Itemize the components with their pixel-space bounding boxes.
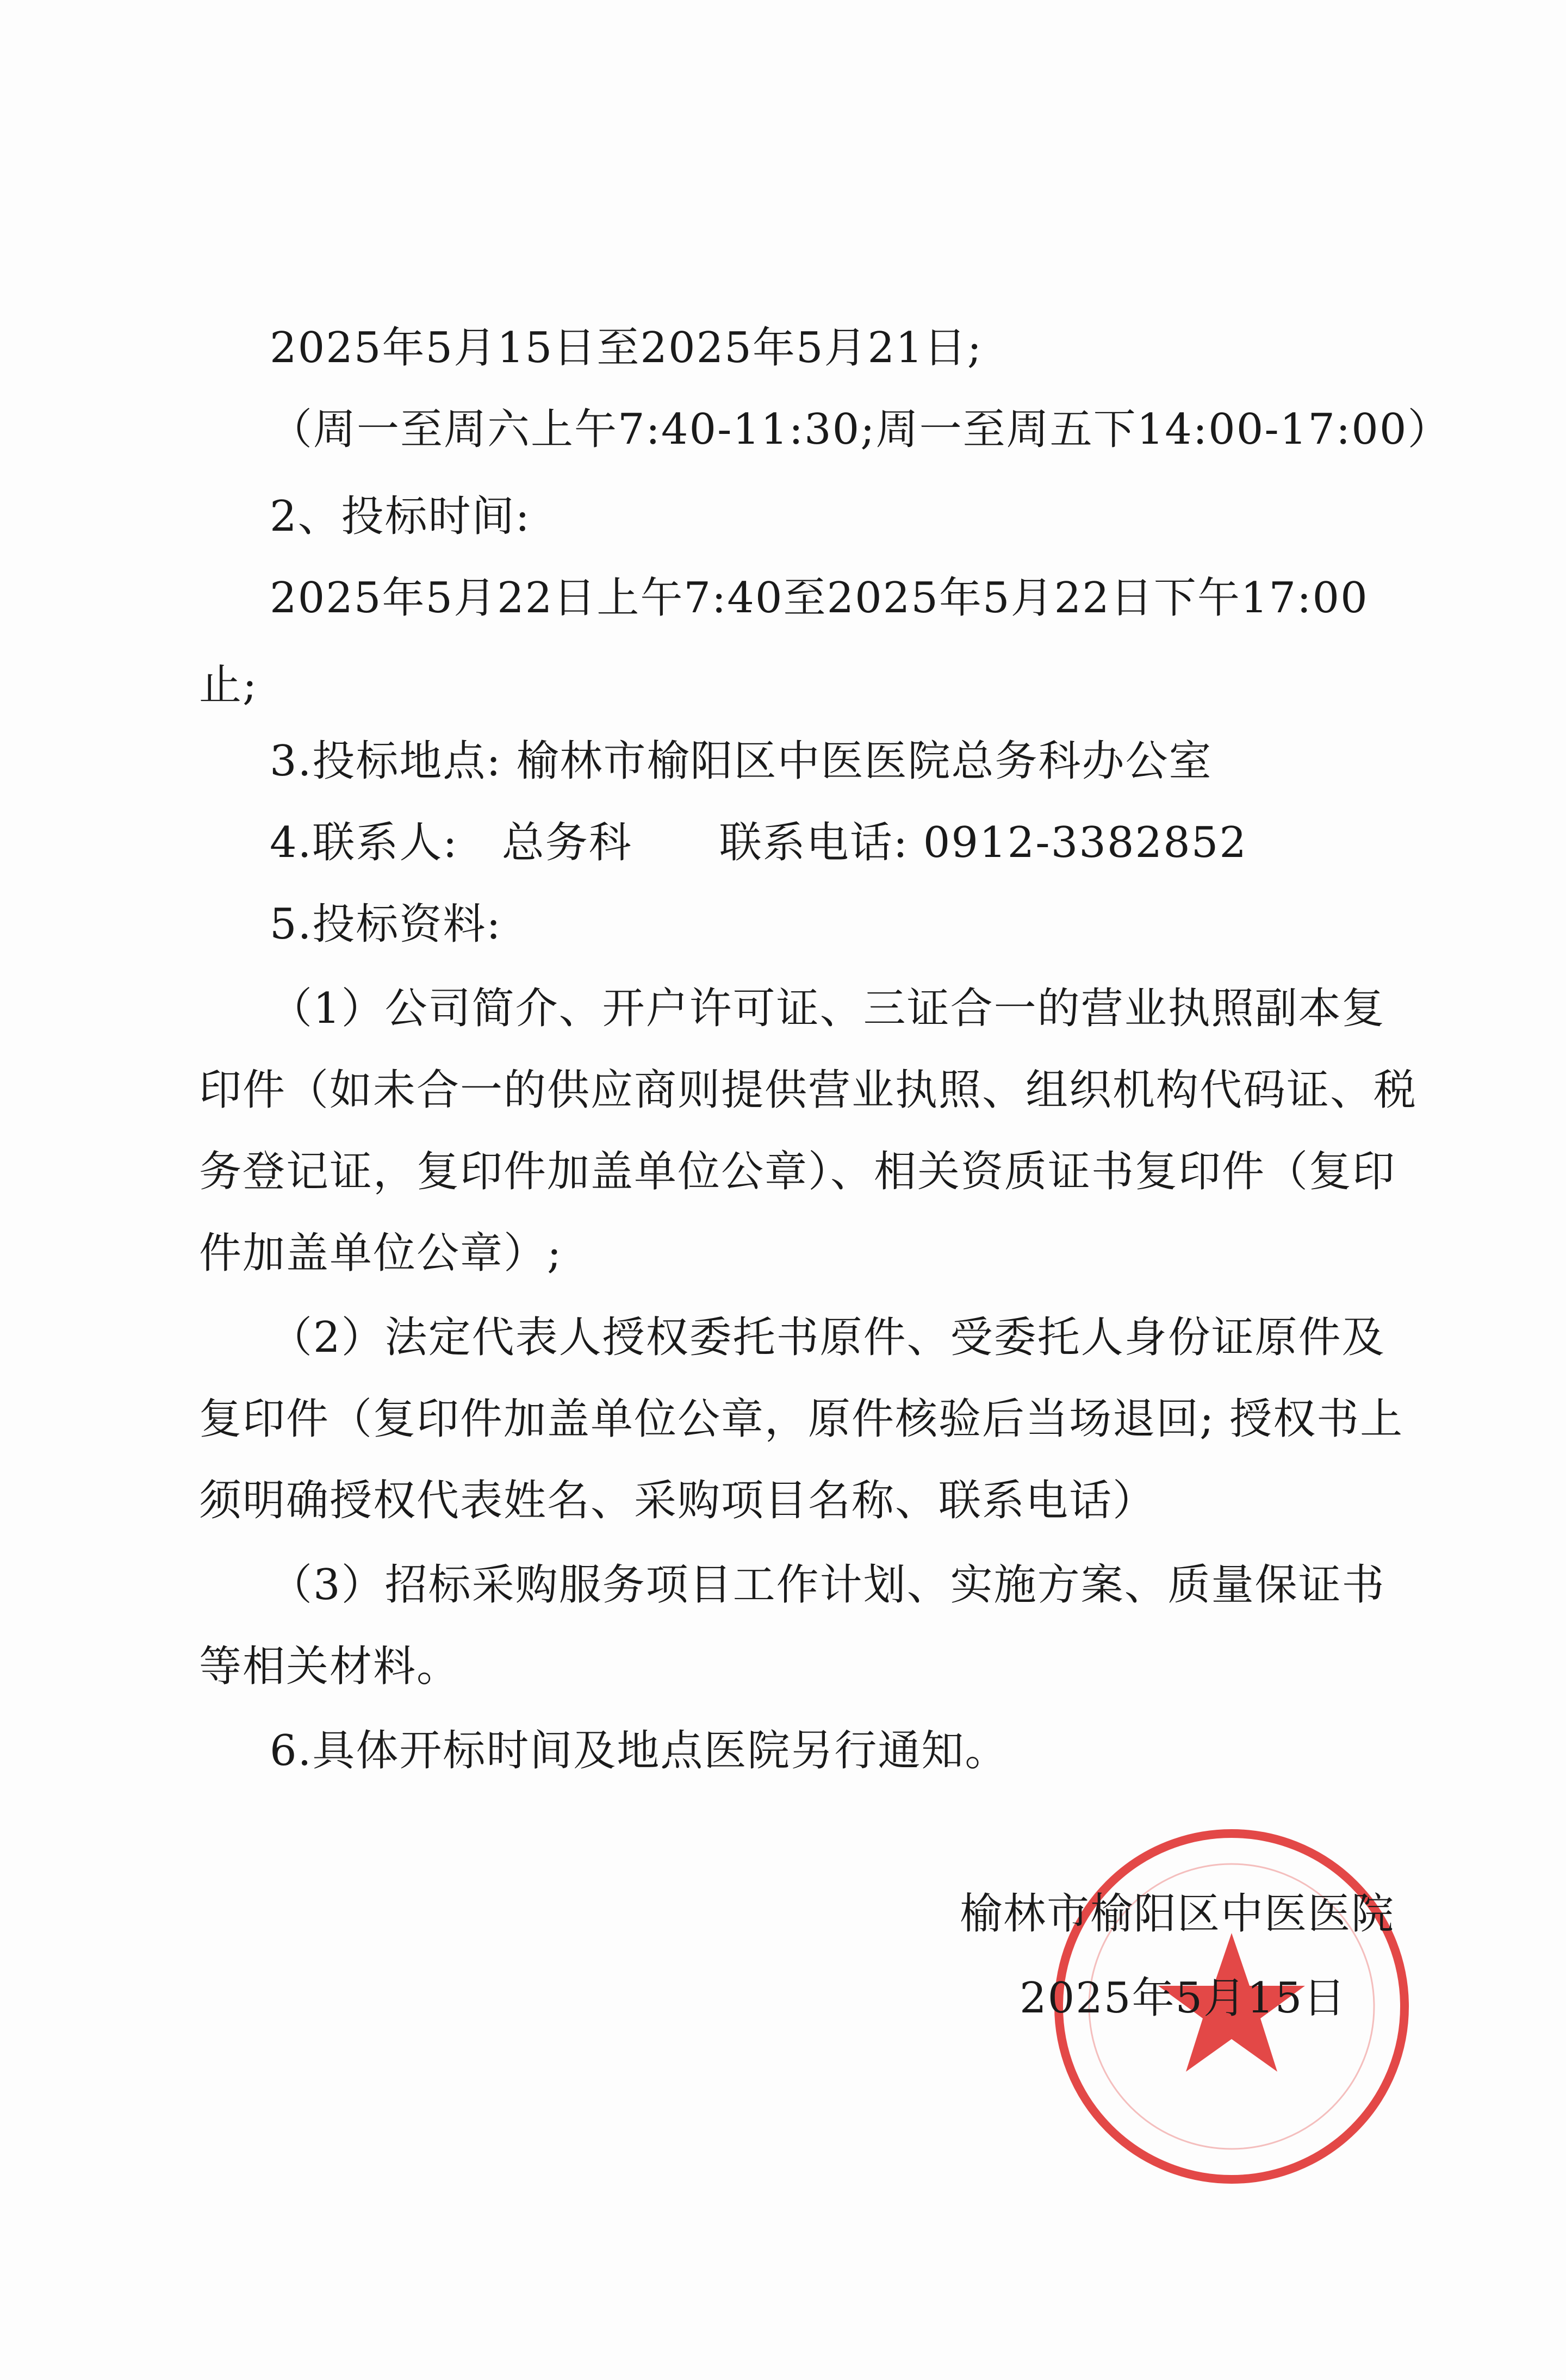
body-line: 2、投标时间: [270,492,531,541]
body-line: （周一至周六上午7:40-11:30;周一至周五下14:00-17:00） [270,405,1451,454]
signature-organization: 榆林市榆阳区中医医院 [960,1890,1395,1938]
signature-date: 2025年5月15日 [1020,1974,1347,2023]
body-line: （3）招标采购服务项目工作计划、实施方案、质量保证书 [270,1561,1385,1610]
body-line: 3.投标地点: 榆林市榆阳区中医医院总务科办公室 [270,737,1213,786]
body-line: 止; [199,661,258,710]
body-line: 印件（如未合一的供应商则提供营业执照、组织机构代码证、税 [199,1066,1418,1115]
body-line: 6.具体开标时间及地点医院另行通知。 [270,1726,1009,1775]
body-line: 2025年5月22日上午7:40至2025年5月22日下午17:00 [270,574,1369,623]
body-line: 务登记证，复印件加盖单位公章）、相关资质证书复印件（复印 [199,1147,1396,1196]
body-line: 须明确授权代表姓名、采购项目名称、联系电话） [199,1476,1157,1525]
body-line: 复印件（复印件加盖单位公章，原件核验后当场退回; 授权书上 [199,1395,1404,1444]
body-line: 5.投标资料: [270,900,502,949]
body-line: （2）法定代表人授权委托书原件、受委托人身份证原件及 [270,1313,1385,1362]
body-line: 4.联系人: 总务科 联系电话: 0912-3382852 [270,818,1248,867]
body-line: 等相关材料。 [199,1642,461,1691]
body-line: 2025年5月15日至2025年5月21日; [270,324,983,372]
body-line: 件加盖单位公章）; [199,1229,563,1278]
body-line: （1）公司简介、开户许可证、三证合一的营业执照副本复 [270,984,1385,1033]
